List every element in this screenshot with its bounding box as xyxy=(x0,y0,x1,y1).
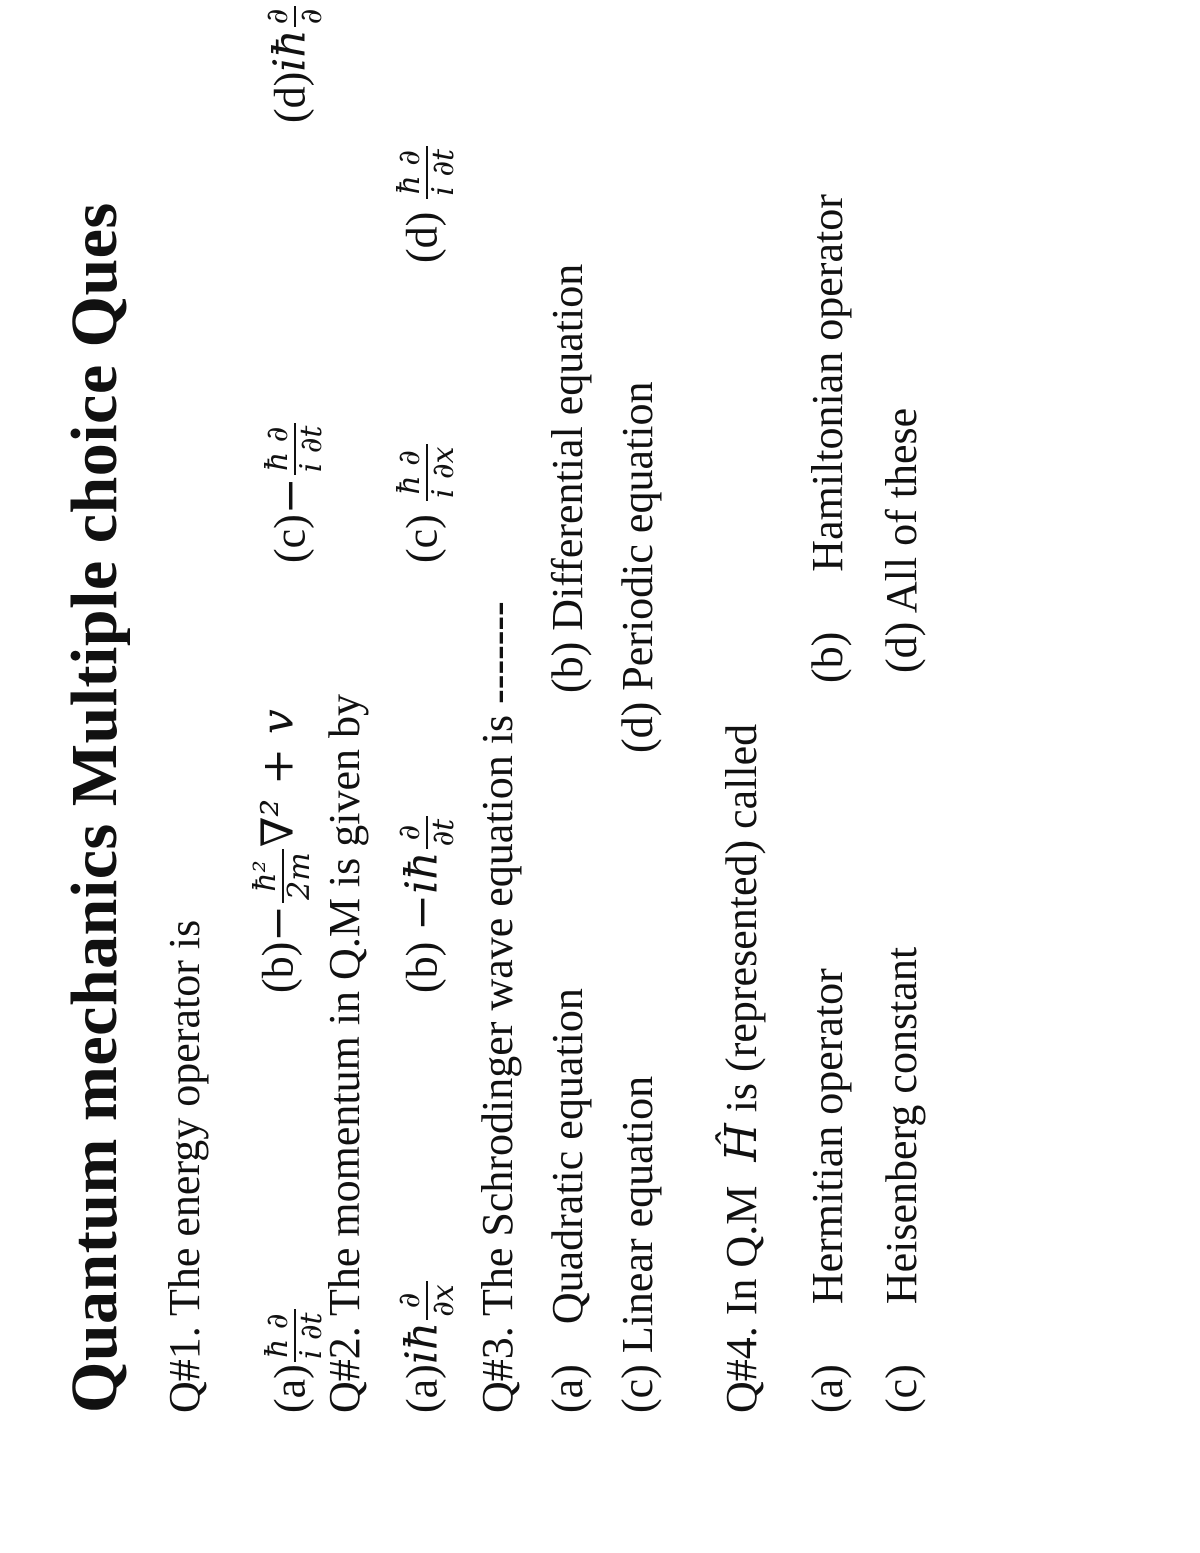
question-3: Q#3. The Schrodinger wave equation is ------- xyxy=(473,601,522,1413)
q1-option-b-tail: ∇² + v xyxy=(252,709,304,848)
q1-option-b-fraction xyxy=(250,849,315,903)
q1-option-b-numerator: ħ² xyxy=(248,860,283,892)
q4-option-a-text: Hermitian operator xyxy=(803,968,852,1305)
q1-option-a-fraction xyxy=(262,1309,327,1362)
q1-option-c-numerator: ħ ∂ xyxy=(260,426,295,472)
q4-option-c-label: (c) xyxy=(877,1364,926,1413)
q1-option-a-denominator: i ∂t xyxy=(294,1309,328,1362)
q1-option-c-fraction xyxy=(262,423,327,476)
q2-option-a-label: (a) xyxy=(397,1364,447,1413)
q2-option-b-label: (b) xyxy=(397,941,447,993)
q4-option-c-text: Heisenberg constant xyxy=(877,946,926,1305)
q1-option-c xyxy=(262,421,327,563)
q2-option-d-denominator: i ∂t xyxy=(426,146,460,199)
q2-option-c-denominator: i ∂x xyxy=(426,444,460,502)
q1-option-c-denominator: i ∂t xyxy=(294,423,328,476)
q2-option-a xyxy=(394,1279,459,1413)
q2-option-d-numerator: ħ ∂ xyxy=(392,150,427,195)
q4-option-b-text: Hamiltonian operator xyxy=(803,194,852,572)
q1-option-a-label: (a) xyxy=(265,1364,315,1413)
q1-option-c-label: (c) xyxy=(265,514,315,563)
q2-option-a-denominator: ∂x xyxy=(426,1281,460,1319)
q3-option-a-label: (a) xyxy=(543,1364,592,1413)
q2-option-a-prefix: iħ xyxy=(396,1321,448,1365)
q3-option-d: (d) Periodic equation xyxy=(613,381,662,753)
question-1: Q#1. The energy operator is xyxy=(160,919,209,1413)
hamiltonian-symbol: Ĥ xyxy=(716,1123,767,1162)
q2-option-d xyxy=(394,144,459,263)
page-title: Quantum mechanics Multiple choice Ques xyxy=(58,202,131,1413)
q2-option-d-fraction xyxy=(394,146,459,199)
q1-option-d-numerator: ∂ xyxy=(260,8,295,25)
q4-option-b xyxy=(803,194,852,683)
q2-option-c-numerator: ħ ∂ xyxy=(392,450,427,495)
question-4-suffix: is (represented) called xyxy=(717,723,766,1113)
q2-option-b-numerator: ∂ xyxy=(392,824,427,841)
q1-option-d-fraction xyxy=(262,6,327,28)
q1-option-c-sign: − xyxy=(264,477,316,515)
q1-option-d xyxy=(262,4,327,123)
q4-option-a-label: (a) xyxy=(803,1364,852,1413)
q2-option-c-fraction xyxy=(394,444,459,502)
q4-option-b-label: (b) xyxy=(803,631,852,683)
q1-option-b xyxy=(250,709,315,993)
q3-option-c: (c) Linear equation xyxy=(613,1075,662,1413)
q2-option-a-numerator: ∂ xyxy=(392,1292,427,1309)
q4-option-d: (d) All of these xyxy=(877,407,926,673)
q2-option-c xyxy=(394,442,459,563)
q1-option-a xyxy=(262,1307,327,1413)
q2-option-b xyxy=(394,814,459,993)
q2-option-d-label: (d) xyxy=(397,211,447,263)
q1-option-b-sign: − xyxy=(252,904,304,942)
q4-option-c xyxy=(877,946,926,1413)
q3-option-a-text: Quadratic equation xyxy=(543,988,592,1325)
q1-option-d-label: (d) xyxy=(265,71,315,123)
q4-option-a xyxy=(803,968,852,1413)
q2-option-b-denominator: ∂t xyxy=(426,816,460,850)
question-2: Q#2. The momentum in Q.M is given by xyxy=(320,693,369,1413)
q1-option-a-numerator: ħ ∂ xyxy=(260,1313,295,1358)
question-4-prefix: Q#4. In Q.M xyxy=(717,1185,766,1413)
q1-option-d-denominator: ∂ xyxy=(294,6,328,28)
q2-option-b-fraction xyxy=(394,816,459,850)
q3-option-a xyxy=(543,988,592,1413)
q1-option-b-denominator: 2m xyxy=(282,849,316,903)
q2-option-c-label: (c) xyxy=(397,514,447,563)
q2-option-b-prefix: −iħ xyxy=(396,851,448,931)
q1-option-b-label: (b) xyxy=(253,941,303,993)
q3-option-b: (b) Differential equation xyxy=(543,263,592,693)
question-4 xyxy=(716,723,767,1413)
q1-option-d-prefix: iħ xyxy=(264,29,316,72)
q2-option-a-fraction xyxy=(394,1281,459,1319)
